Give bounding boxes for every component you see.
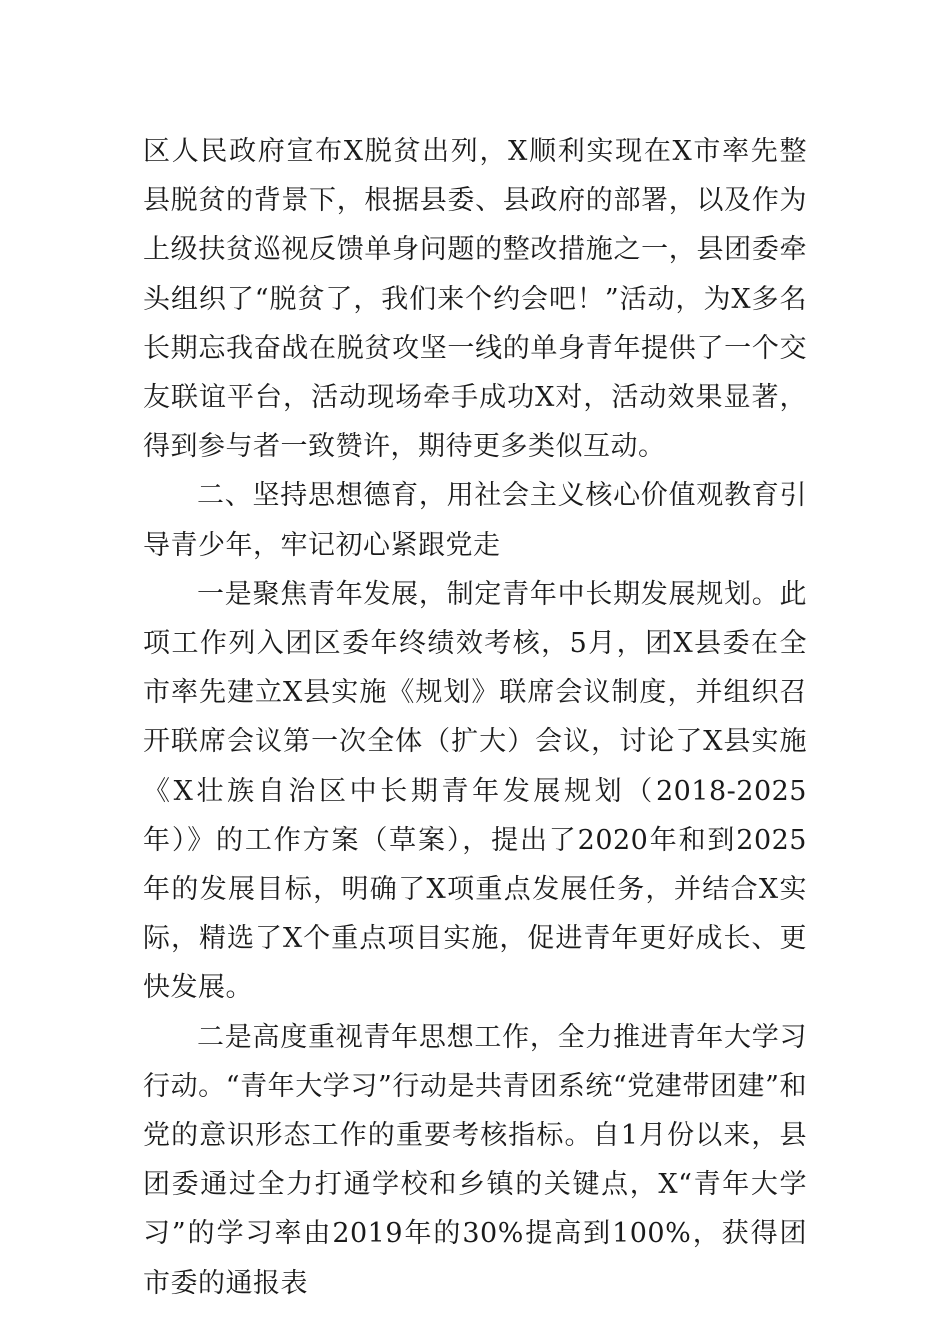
paragraph-youth-plan: 一是聚焦青年发展，制定青年中长期发展规划。此项工作列入团区委年终绩效考核，5月，团X县委在全市率先建立X县实施《规划》联席会议制度，并组织召开联席会议第一次全体（扩大）会议，讨论了X县实施《X壮族自治区中长期青年发展规划（2018-2025年）》的工作方案（草案），提出了2020年和到2025年的发展目标，明确了X项重点发展任务，并结合X实际，精选了X个重点项目实施，促进青年更好成长、更快发展。 (143, 578, 807, 1004)
paragraph-youth-study: 二是高度重视青年思想工作，全力推进青年大学习行动。“青年大学习”行动是共青团系统“党建带团建”和党的意识形态工作的重要考核指标。自1月份以来，县团委通过全力打通学校和乡镇的关键点，X“青年大学习”的学习率由2019年的30%提高到100%，获得团市委的通报表 (143, 1021, 807, 1299)
section-heading: 二、坚持思想德育，用社会主义核心价值观教育引导青少年，牢记初心紧跟党走 (143, 480, 807, 561)
paragraph-continuation: 区人民政府宣布X脱贫出列，X顺利实现在X市率先整县脱贫的背景下，根据县委、县政府的部署，以及作为上级扶贫巡视反馈单身问题的整改措施之一，县团委牵头组织了“脱贫了，我们来个约会吧！”活动，为X多名长期忘我奋战在脱贫攻坚一线的单身青年提供了一个交友联谊平台，活动现场牵手成功X对，活动效果显著，得到参与者一致赞许，期待更多类似互动。 (143, 136, 807, 463)
document-body (143, 127, 807, 1308)
